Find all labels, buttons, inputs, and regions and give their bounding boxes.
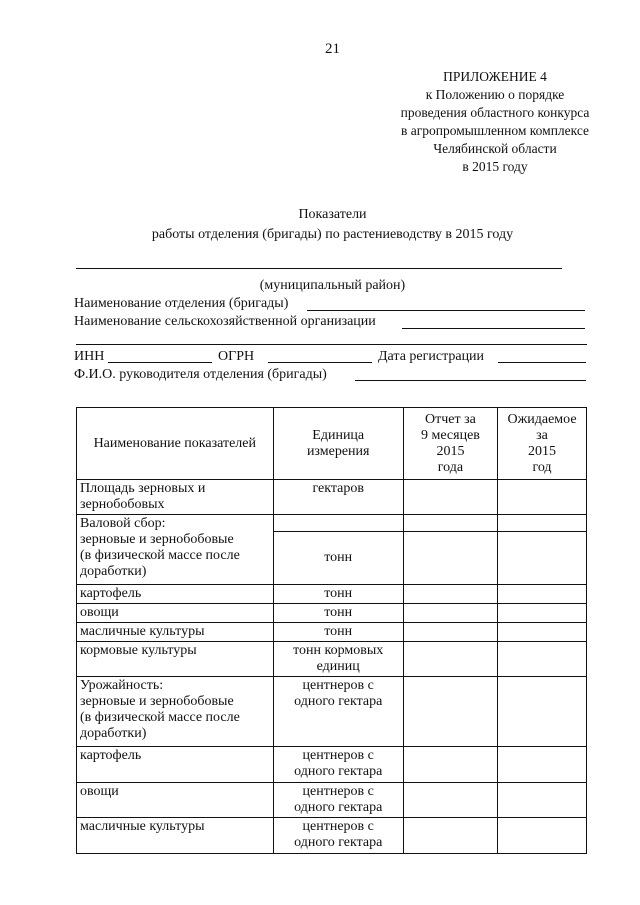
row-unit: центнеров с одного гектара — [273, 677, 403, 747]
inn-label: ИНН — [74, 349, 105, 364]
table-row — [77, 585, 587, 604]
table-row — [77, 604, 587, 623]
report-cell[interactable] — [403, 515, 497, 532]
report-cell[interactable] — [403, 585, 497, 604]
header-name: Наименование показателей — [77, 408, 274, 480]
row-name: картофель — [77, 585, 274, 604]
row-name: масличные культуры — [77, 623, 274, 642]
header-unit: Единица измерения — [273, 408, 403, 480]
row-name: Валовой сбор: зерновые и зернобобовые (в физической массе после доработки) — [77, 515, 274, 585]
ogrn-label: ОГРН — [218, 349, 255, 364]
organization-field-line-2[interactable] — [76, 344, 587, 345]
appendix-title: ПРИЛОЖЕНИЕ 4 — [443, 69, 547, 84]
expected-cell[interactable] — [498, 642, 587, 677]
appendix-block — [380, 68, 610, 176]
table-row — [77, 642, 587, 677]
row-unit: гектаров — [273, 480, 403, 515]
row-name: масличные культуры — [77, 818, 274, 854]
table-row — [77, 818, 587, 854]
row-name: овощи — [77, 783, 274, 818]
row-unit: центнеров с одного гектара — [273, 783, 403, 818]
table-row — [77, 515, 587, 532]
expected-cell[interactable] — [498, 747, 587, 783]
appendix-line: в агропромышленном комплексе — [400, 123, 590, 138]
expected-cell[interactable] — [498, 532, 587, 585]
row-name: Урожайность: зерновые и зернобобовые (в физической массе после доработки) — [77, 677, 274, 747]
page-number: 21 — [325, 41, 340, 57]
report-cell[interactable] — [403, 604, 497, 623]
row-unit: тонн — [273, 623, 403, 642]
inn-field-line[interactable] — [108, 362, 212, 363]
report-cell[interactable] — [403, 677, 497, 747]
report-cell[interactable] — [403, 747, 497, 783]
header-expected: Ожидаемое за 2015 год — [498, 408, 587, 480]
header-report: Отчет за 9 месяцев 2015 года — [403, 408, 497, 480]
head-label: Ф.И.О. руководителя отделения (бригады) — [74, 367, 327, 382]
row-name: Площадь зерновых и зернобобовых — [77, 480, 274, 515]
report-cell[interactable] — [403, 642, 497, 677]
expected-cell[interactable] — [498, 818, 587, 854]
district-field-line[interactable] — [76, 268, 562, 269]
row-unit: центнеров с одного гектара — [273, 818, 403, 854]
row-name: картофель — [77, 747, 274, 783]
table-row — [77, 747, 587, 783]
row-name: кормовые культуры — [77, 642, 274, 677]
table-row — [77, 783, 587, 818]
expected-cell[interactable] — [498, 623, 587, 642]
report-cell[interactable] — [403, 532, 497, 585]
appendix-line: к Положению о порядке — [425, 87, 565, 102]
report-cell[interactable] — [403, 818, 497, 854]
registration-field-line[interactable] — [498, 362, 586, 363]
document-subtitle: работы отделения (бригады) по растениеводству в 2015 году — [151, 227, 514, 242]
row-unit: тонн — [273, 532, 403, 585]
district-caption: (муниципальный район) — [259, 278, 406, 293]
row-unit: центнеров с одного гектара — [273, 747, 403, 783]
row-unit: тонн — [273, 585, 403, 604]
registration-label: Дата регистрации — [378, 349, 485, 364]
indicators-table — [76, 407, 587, 854]
report-cell[interactable] — [403, 623, 497, 642]
row-name: овощи — [77, 604, 274, 623]
organization-label: Наименование сельскохозяйственной организации — [74, 314, 376, 329]
expected-cell[interactable] — [498, 677, 587, 747]
document-title: Показатели — [298, 207, 367, 222]
division-field-line[interactable] — [307, 310, 585, 311]
row-unit — [273, 515, 403, 532]
expected-cell[interactable] — [498, 604, 587, 623]
appendix-line: в 2015 году — [462, 159, 528, 174]
organization-field-line[interactable] — [402, 328, 585, 329]
table-row — [77, 677, 587, 747]
ogrn-field-line[interactable] — [268, 362, 372, 363]
expected-cell[interactable] — [498, 480, 587, 515]
row-unit: тонн — [273, 604, 403, 623]
expected-cell[interactable] — [498, 783, 587, 818]
report-cell[interactable] — [403, 480, 497, 515]
table-row — [77, 623, 587, 642]
division-label: Наименование отделения (бригады) — [74, 296, 289, 311]
report-cell[interactable] — [403, 783, 497, 818]
table-row — [77, 480, 587, 515]
row-unit: тонн кормовых единиц — [273, 642, 403, 677]
head-field-line[interactable] — [355, 380, 586, 381]
appendix-line: проведения областного конкурса — [400, 105, 590, 120]
expected-cell[interactable] — [498, 585, 587, 604]
appendix-line: Челябинской области — [433, 141, 557, 156]
expected-cell[interactable] — [498, 515, 587, 532]
table-header-row — [77, 408, 587, 480]
